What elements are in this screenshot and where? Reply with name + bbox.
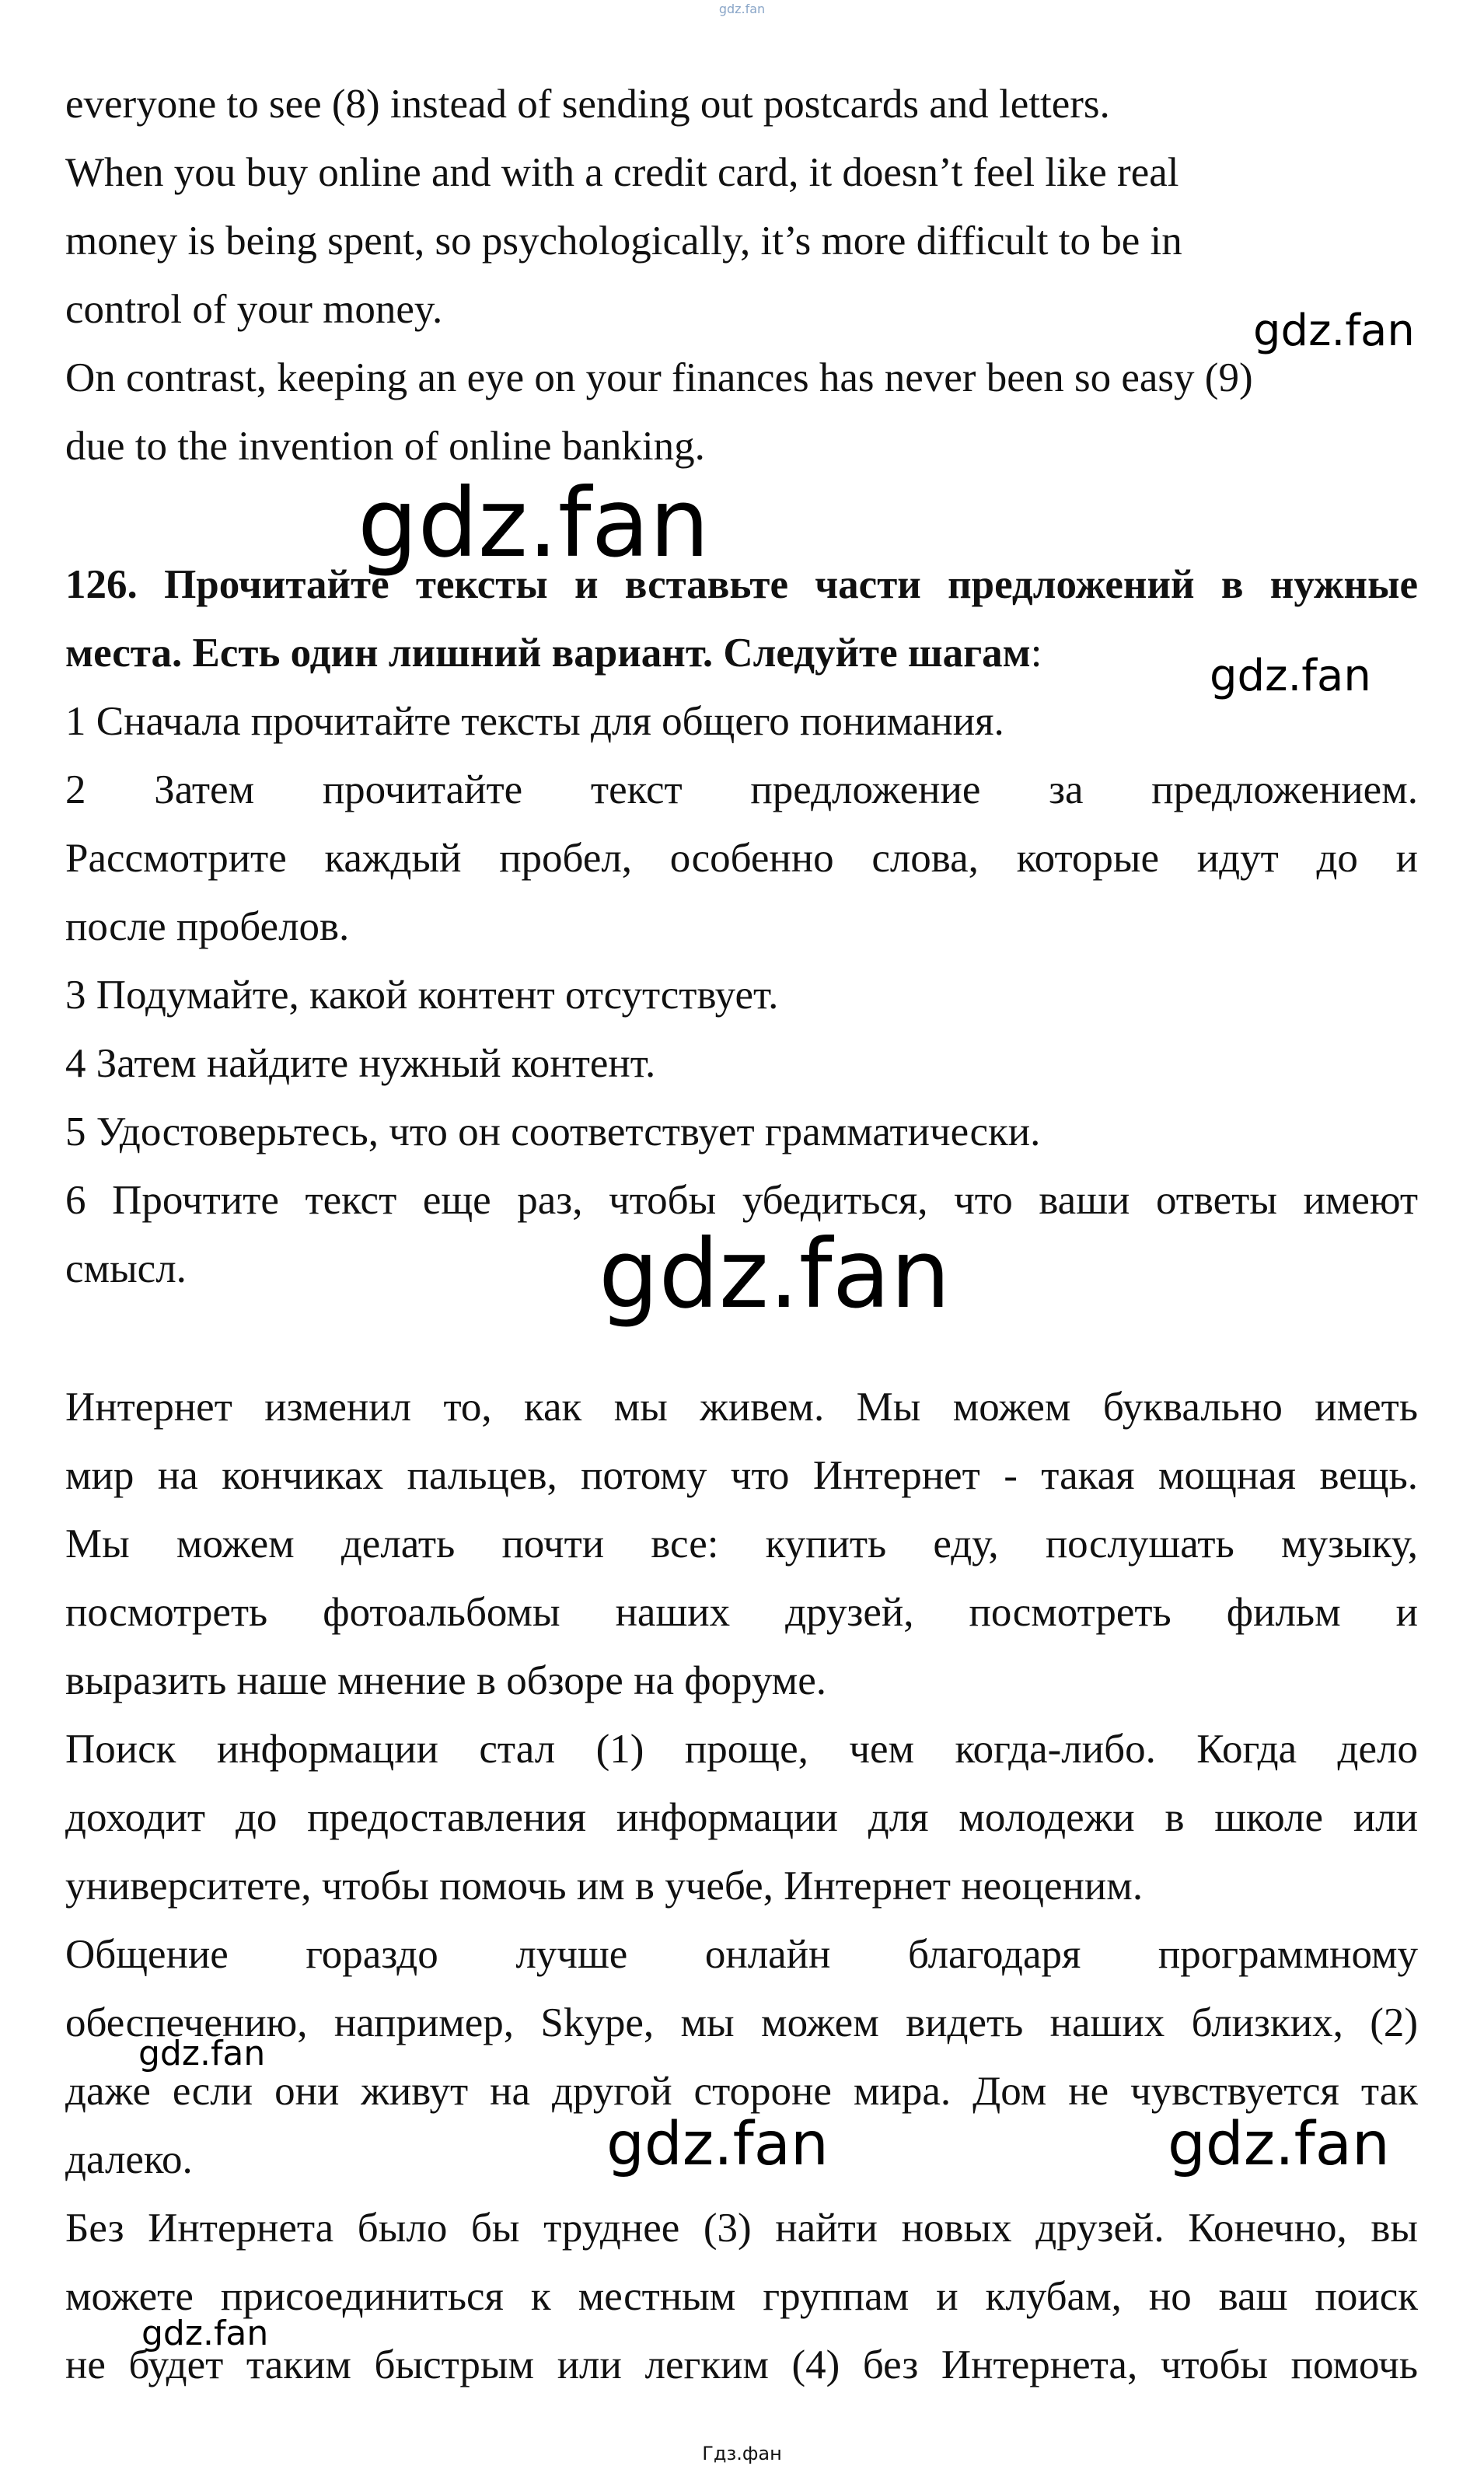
russian-text-block <box>65 1373 1418 2399</box>
watermark: gdz.fan <box>1210 651 1371 701</box>
watermark: gdz.fan <box>1168 2110 1390 2179</box>
step-line: 2 Затем прочитайте текст предложение за предложением. <box>65 767 1418 812</box>
text-line: due to the invention of online banking. <box>65 424 705 469</box>
text-line: даже если они живут на другой стороне мира. Дом не чувствуется так <box>65 2069 1418 2114</box>
task-heading-bold: места. Есть один лишний вариант. Следуйте шагам <box>65 630 1031 676</box>
text-line: control of your money. <box>65 287 443 332</box>
text-line: money is being spent, so psychologically, it’s more difficult to be in <box>65 218 1182 264</box>
text-line: Без Интернета было бы труднее (3) найти новых друзей. Конечно, вы <box>65 2206 1418 2251</box>
text-line: можете присоединиться к местным группам и клубам, но ваш поиск <box>65 2274 1418 2319</box>
watermark: gdz.fan <box>358 468 710 578</box>
step-line: после пробелов. <box>65 904 350 949</box>
watermark: gdz.fan <box>599 1219 951 1329</box>
text-line: everyone to see (8) instead of sending out postcards and letters. <box>65 82 1110 127</box>
header-mark: gdz.fan <box>718 2 766 16</box>
text-line: Интернет изменил то, как мы живем. Мы можем буквально иметь <box>65 1385 1418 1430</box>
text-line: далеко. <box>65 2137 193 2182</box>
step-line: 5 Удостоверьтесь, что он соответствует грамматически. <box>65 1109 1041 1154</box>
text-line: университете, чтобы помочь им в учебе, Интернет неоценим. <box>65 1863 1144 1909</box>
watermark: gdz.fan <box>606 2110 829 2179</box>
watermark: gdz.fan <box>138 2034 266 2073</box>
text-line: Общение гораздо лучше онлайн благодаря программному <box>65 1932 1418 1977</box>
watermark: gdz.fan <box>1253 306 1415 356</box>
text-line: мир на кончиках пальцев, потому что Интернет - такая мощная вещь. <box>65 1453 1418 1498</box>
english-text-block <box>65 70 1418 480</box>
text-line: On contrast, keeping an eye on your finances has never been so easy (9) <box>65 355 1253 400</box>
step-line: 6 Прочтите текст еще раз, чтобы убедиться, что ваши ответы имеют <box>65 1178 1418 1223</box>
text-line: выразить наше мнение в обзоре на форуме. <box>65 1658 826 1703</box>
watermark: gdz.fan <box>141 2314 269 2353</box>
text-line: When you buy online and with a credit card, it doesn’t feel like real <box>65 150 1179 195</box>
step-line: 1 Сначала прочитайте тексты для общего понимания. <box>65 699 1004 744</box>
text-line: обеспечению, например, Skype, мы можем видеть наших близких, (2) <box>65 2000 1418 2045</box>
text-line: Мы можем делать почти все: купить еду, послушать музыку, <box>65 1521 1418 1567</box>
task-heading: 126. Прочитайте тексты и вставьте части предложений в нужные <box>65 562 1418 607</box>
task-heading-colon: : <box>1030 630 1042 676</box>
text-line: доходит до предоставления информации для молодежи в школе или <box>65 1795 1418 1840</box>
step-line: смысл. <box>65 1246 187 1291</box>
footer-mark: Гдз.фан <box>702 2443 782 2464</box>
text-line: посмотреть фотоальбомы наших друзей, посмотреть фильм и <box>65 1590 1418 1635</box>
step-line: 3 Подумайте, какой контент отсутствует. <box>65 973 779 1018</box>
text-line: Поиск информации стал (1) проще, чем когда-либо. Когда дело <box>65 1727 1418 1772</box>
step-line: 4 Затем найдите нужный контент. <box>65 1041 656 1086</box>
step-line: Рассмотрите каждый пробел, особенно слова, которые идут до и <box>65 836 1418 881</box>
text-line: не будет таким быстрым или легким (4) без Интернета, чтобы помочь <box>65 2342 1418 2387</box>
